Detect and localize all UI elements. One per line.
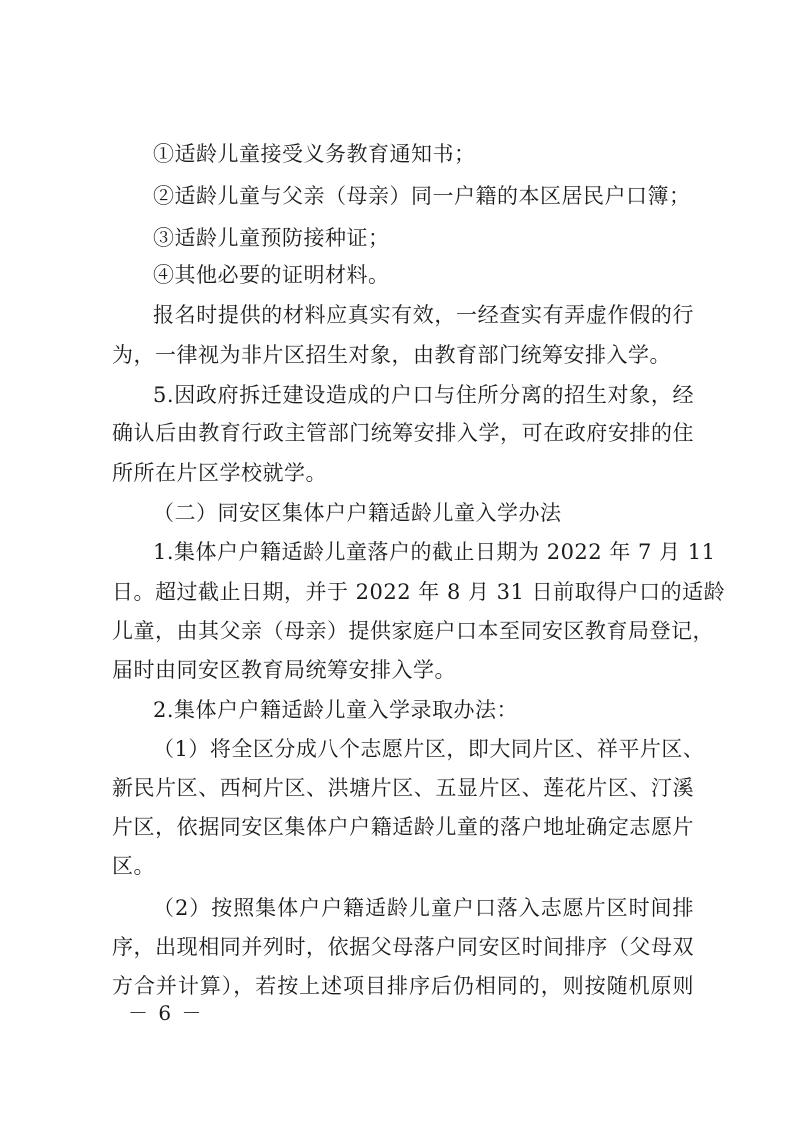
paragraph-line: 日。超过截止日期，并于 2022 年 8 月 31 日前取得户口的适龄 [112,580,726,604]
paragraph-line: 报名时提供的材料应真实有效，一经查实有弄虚作假的行 [153,303,694,327]
paragraph-line: 儿童，由其父亲（母亲）提供家庭户口本至同安区教育局登记， [112,619,714,643]
paragraph-line: 1.集体户户籍适龄儿童落户的截止日期为 2022 年 7 月 11 [153,540,716,564]
paragraph-line: 所所在片区学校就学。 [112,461,327,485]
list-item-notice: ①适龄儿童接受义务教育通知书； [153,142,476,166]
section-heading: （二）同安区集体户户籍适龄儿童入学办法 [153,501,562,525]
list-item-household-register: ②适龄儿童与父亲（母亲）同一户籍的本区居民户口簿； [153,184,691,208]
page-number: － 6 － [128,1001,204,1025]
paragraph-line: 序，出现相同并列时，依据父母落户同安区时间排序（父母双 [112,935,694,959]
paragraph-line: （2）按照集体户户籍适龄儿童户口落入志愿片区时间排 [153,896,694,920]
paragraph-line: 片区，依据同安区集体户户籍适龄儿童的落户地址确定志愿片 [112,815,694,839]
paragraph-line: 新民片区、西柯片区、洪塘片区、五显片区、莲花片区、汀溪 [112,776,694,800]
paragraph-line: 为，一律视为非片区招生对象，由教育部门统筹安排入学。 [112,343,671,367]
paragraph-line: 2.集体户户籍适龄儿童入学录取办法： [153,698,519,722]
paragraph-line: 方合并计算），若按上述项目排序后仍相同的，则按随机原则 [112,974,694,998]
list-item-vaccination: ③适龄儿童预防接种证； [153,226,390,250]
paragraph-line: 届时由同安区教育局统筹安排入学。 [112,658,456,682]
paragraph-line: 5.因政府拆迁建设造成的户口与住所分离的招生对象，经 [153,383,694,407]
paragraph-line: （1）将全区分成八个志愿片区，即大同片区、祥平片区、 [153,737,705,761]
paragraph-line: 确认后由教育行政主管部门统筹安排入学，可在政府安排的住 [112,421,694,445]
paragraph-line: 区。 [112,854,155,878]
list-item-other-materials: ④其他必要的证明材料。 [153,263,390,287]
